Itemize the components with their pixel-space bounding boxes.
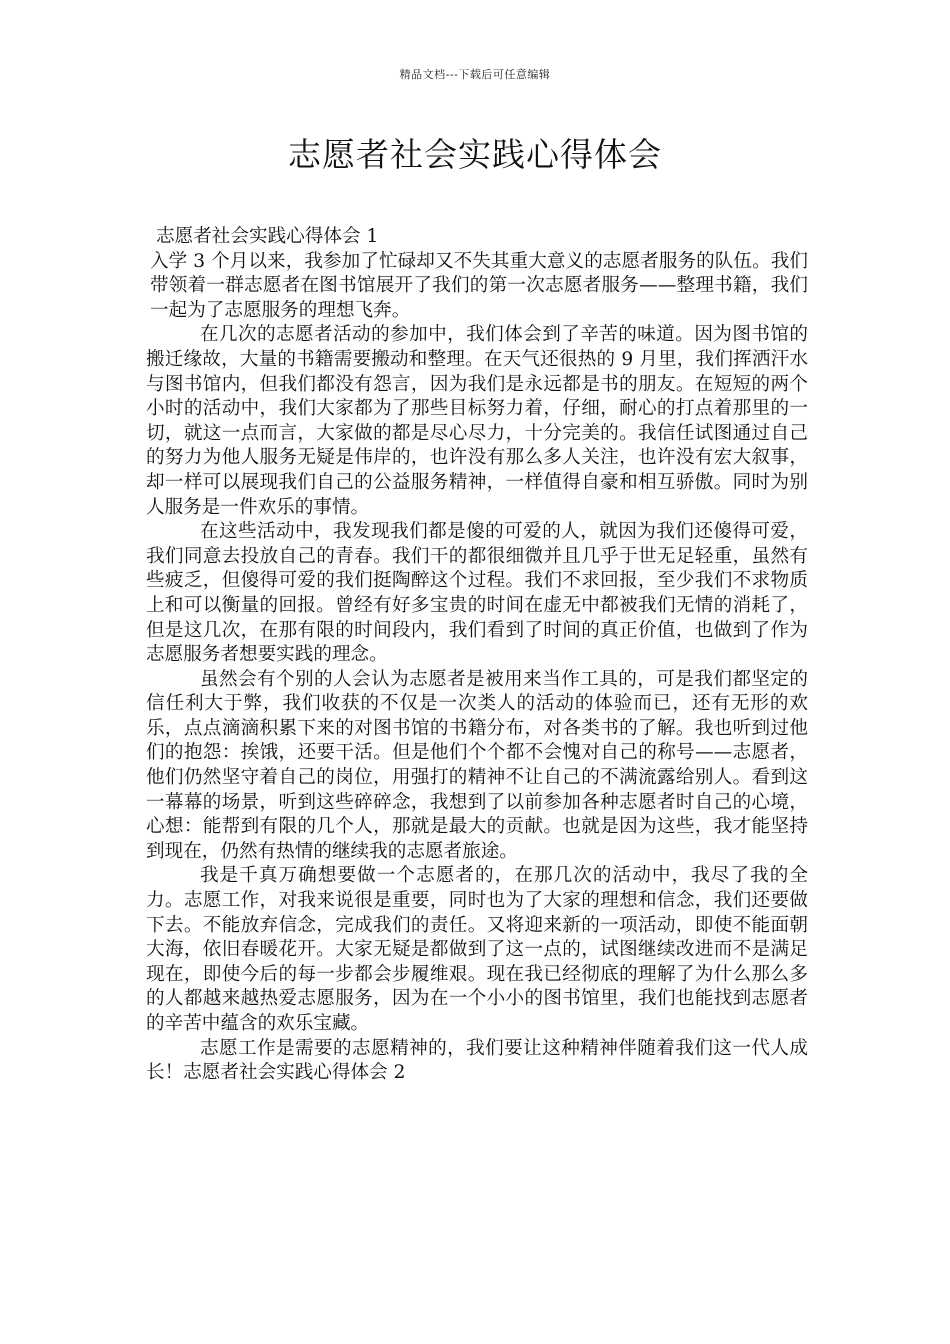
document-body [146, 225, 808, 1086]
paragraph-5: 我是千真万确想要做一个志愿者的，在那几次的活动中，我尽了我的全力。志愿工作，对我来说很是重要，同时也为了大家的理想和信念，我们还要做下去。不能放弃信念，完成我们的责任。又将迎来新的一项活动，即使不能面朝大海，依旧春暖花开。大家无疑是都做到了这一点的，试图继续改进而不是满足现在，即使今后的每一步都会步履维艰。现在我已经彻底的理解了为什么那么多的人都越来越热爱志愿服务，因为在一个小小的图书馆里，我们也能找到志愿者的辛苦中蕴含的欢乐宝藏。 [146, 865, 808, 1034]
paragraph-2: 在几次的志愿者活动的参加中，我们体会到了辛苦的味道。因为图书馆的搬迁缘故，大量的书籍需要搬动和整理。在天气还很热的 9 月里，我们挥洒汗水与图书馆内，但我们都没有怨言，因为我们是永远都是书的朋友。在短短的两个小时的活动中，我们大家都为了那些目标努力着，仔细，耐心的打点着那里的一切，就这一点而言，大家做的都是尽心尽力，十分完美的。我信任试图通过自己的努力为他人服务无疑是伟岸的，也许没有那么多人关注，也许没有宏大叙事，却一样可以展现我们自己的公益服务精神，一样值得自豪和相互骄傲。同时为别人服务是一件欢乐的事情。 [146, 324, 808, 518]
paragraph-3: 在这些活动中，我发现我们都是傻的可爱的人，就因为我们还傻得可爱，我们同意去投放自己的青春。我们干的都很细微并且几乎于世无足轻重，虽然有些疲乏，但傻得可爱的我们挺陶醉这个过程。我们不求回报，至少我们不求物质上和可以衡量的回报。曾经有好多宝贵的时间在虚无中都被我们无情的消耗了，但是这几次，在那有限的时间段内，我们看到了时间的真正价值，也做到了作为志愿服务者想要实践的理念。 [146, 521, 808, 666]
paragraph-1: 入学 3 个月以来，我参加了忙碌却又不失其重大意义的志愿者服务的队伍。我们带领着一群志愿者在图书馆展开了我们的第一次志愿者服务——整理书籍，我们一起为了志愿服务的理想飞奔。 [150, 250, 808, 321]
document-title: 志愿者社会实践心得体会 [288, 135, 662, 174]
paragraph-4: 虽然会有个别的人会认为志愿者是被用来当作工具的，可是我们都坚定的信任利大于弊，我们收获的不仅是一次类人的活动的体验而已，还有无形的欢乐，点点滴滴积累下来的对图书馆的书籍分布，对各类书的了解。我也听到过他们的抱怨：挨饿，还要干活。但是他们个个都不会愧对自己的称号——志愿者，他们仍然坚守着自己的岗位，用强打的精神不让自己的不满流露给别人。看到这一幕幕的场景，听到这些碎碎念，我想到了以前参加各种志愿者时自己的心境，心想：能帮到有限的几个人，那就是最大的贡献。也就是因为这些，我才能坚持到现在，仍然有热情的继续我的志愿者旅途。 [146, 668, 808, 862]
paragraph-6: 志愿工作是需要的志愿精神的，我们要让这种精神伴随着我们这一代人成长！志愿者社会实践心得体会 2 [146, 1037, 808, 1084]
header-note: 精品文档---下载后可任意编辑 [399, 68, 551, 81]
section-heading: 志愿者社会实践心得体会 1 [156, 226, 379, 247]
